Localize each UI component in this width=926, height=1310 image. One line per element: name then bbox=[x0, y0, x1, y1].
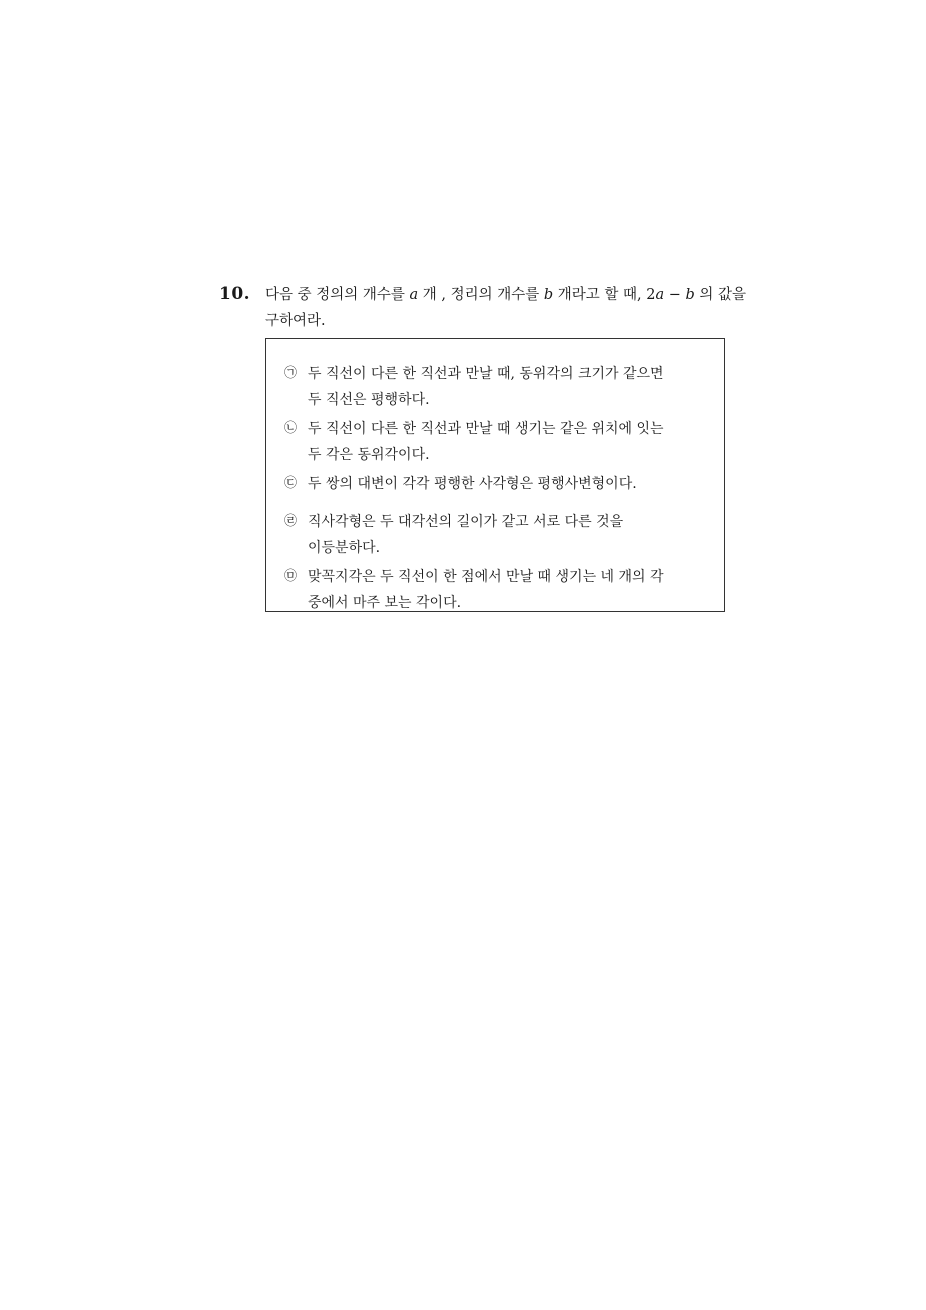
variable-a: a bbox=[409, 287, 419, 303]
statement-line: 중에서 마주 보는 각이다. bbox=[308, 595, 462, 611]
statements-box bbox=[265, 338, 725, 612]
statement-line: 두 직선이 다른 한 직선과 만날 때, 동위각의 크기가 같으면 bbox=[308, 366, 664, 382]
statement-marker: ㉠ bbox=[284, 366, 298, 381]
statement-line: 두 직선이 다른 한 직선과 만날 때 생기는 같은 위치에 잇는 bbox=[308, 421, 664, 437]
question-text-part3: 개라고 할 때, bbox=[553, 287, 647, 303]
statement-line: 두 각은 동위각이다. bbox=[308, 447, 430, 463]
statement-line: 맞꼭지각은 두 직선이 한 점에서 만날 때 생기는 네 개의 각 bbox=[308, 569, 664, 585]
question-text-line2: 구하여라. bbox=[265, 313, 326, 329]
statement-marker: ㉤ bbox=[284, 569, 298, 584]
statement-marker: ㉣ bbox=[284, 514, 298, 529]
expression-a: a bbox=[655, 287, 665, 303]
statement-item bbox=[284, 471, 704, 497]
statement-marker: ㉡ bbox=[284, 421, 298, 436]
statement-item bbox=[284, 509, 704, 561]
statement-line: 두 쌍의 대변이 각각 평행한 사각형은 평행사변형이다. bbox=[308, 476, 637, 492]
statement-line: 직사각형은 두 대각선의 길이가 같고 서로 다른 것을 bbox=[308, 514, 624, 530]
question-number: 10. bbox=[219, 284, 251, 304]
statement-line: 이등분하다. bbox=[308, 540, 381, 556]
question-text-part4: 의 값을 bbox=[694, 287, 747, 303]
expression-b: b bbox=[685, 287, 695, 303]
statement-item bbox=[284, 416, 704, 468]
expression-coefficient: 2 bbox=[646, 287, 656, 303]
question-text bbox=[265, 282, 765, 334]
statement-item bbox=[284, 361, 704, 413]
question-text-part2: 개 , 정리의 개수를 bbox=[418, 287, 544, 303]
statement-line: 두 직선은 평행하다. bbox=[308, 392, 430, 408]
variable-b: b bbox=[543, 287, 554, 303]
statement-item bbox=[284, 564, 704, 616]
expression-minus: − bbox=[664, 287, 686, 303]
statement-marker: ㉢ bbox=[284, 476, 298, 491]
question-text-part1: 다음 중 정의의 개수를 bbox=[265, 287, 410, 303]
